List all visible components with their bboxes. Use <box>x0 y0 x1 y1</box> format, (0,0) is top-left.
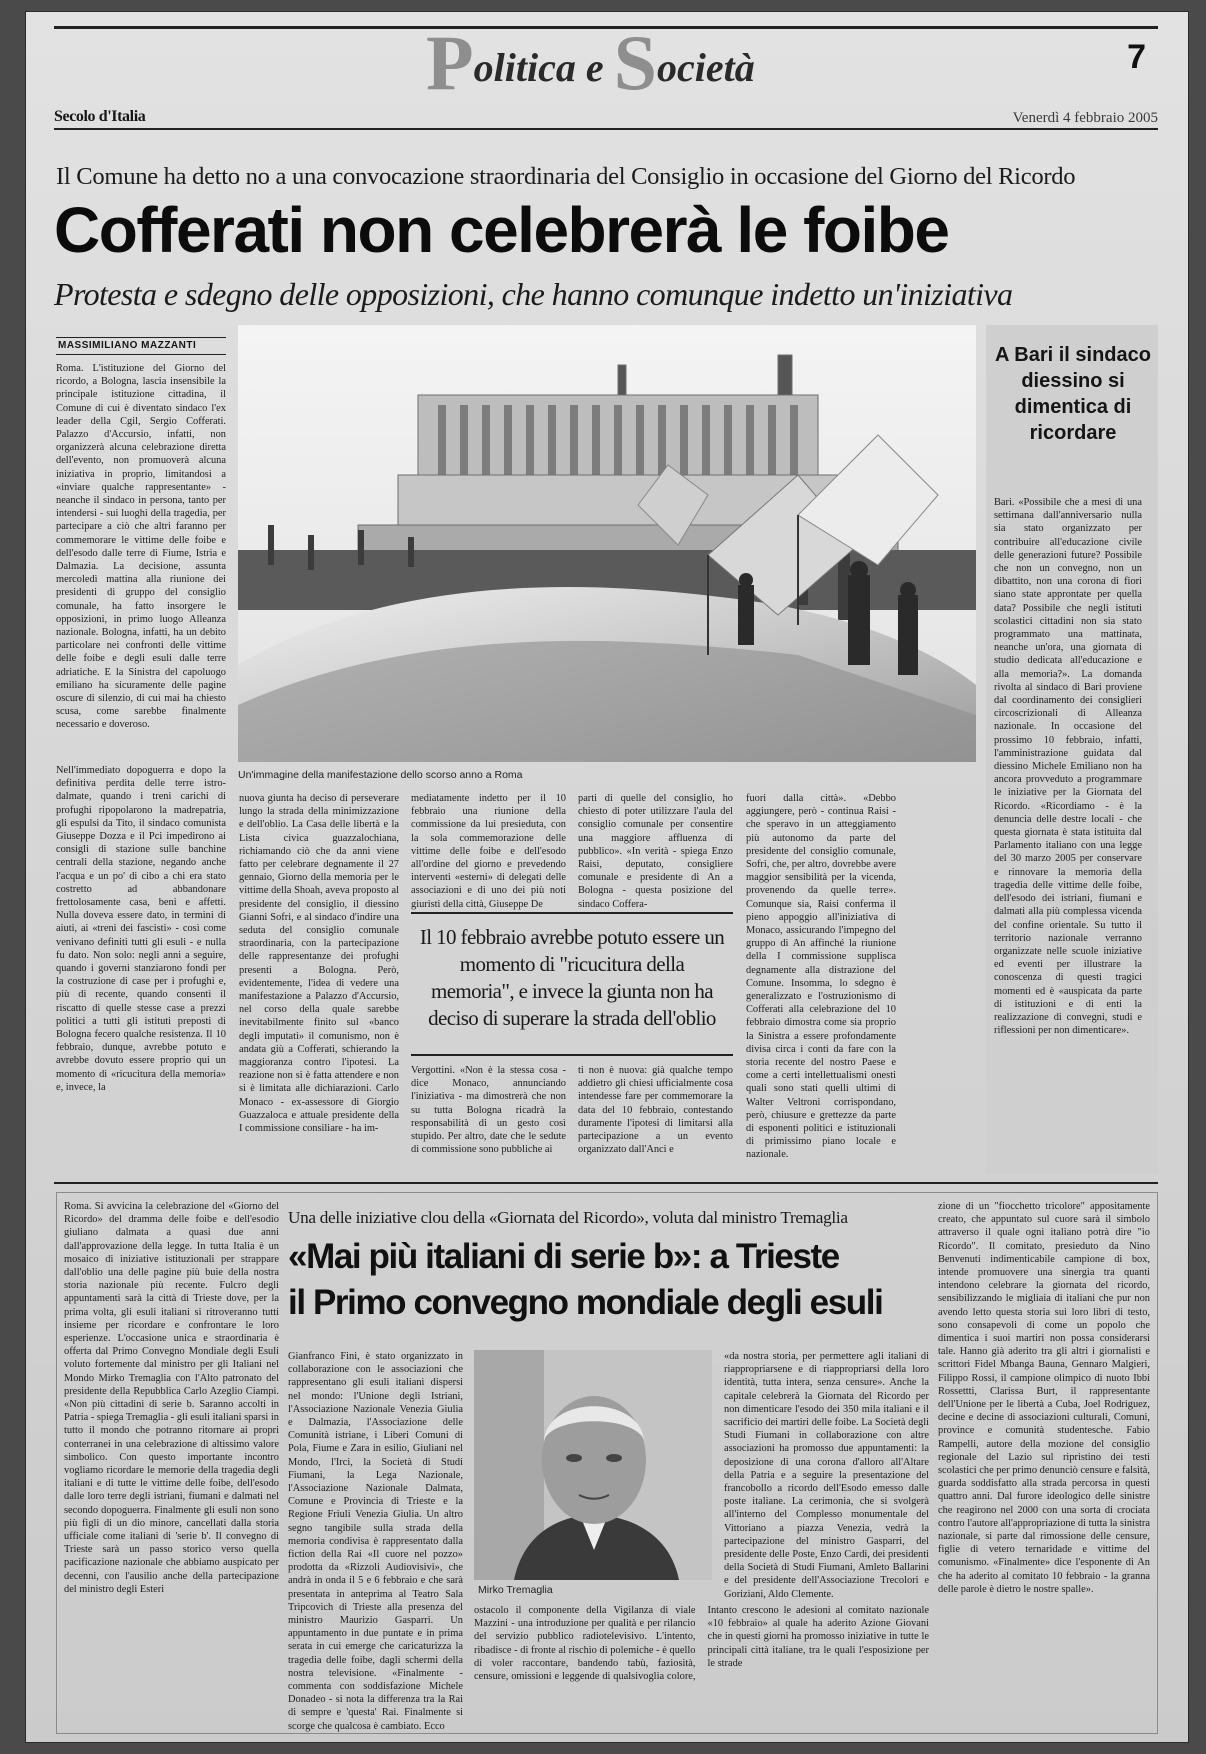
main-subheadline: Protesta e sdegno delle opposizioni, che hanno comunque indetto un'iniziativa <box>54 276 1013 312</box>
section-title-word-societa: ocietà <box>657 45 755 90</box>
second-article-col4: zione di un "fiocchetto tricolore" appositamente creato, che appuntato sul cuore sarà il simbolo attraverso il quale ogni italiano potrà dire "io Ricordo". Il comitato, presieduto da Nino Benvenuti indimenticabile campione di box, intende promuovere una sinergia tra quanti intendono celebrare la giornata del ricordo, sensibilizzando le migliaia di italiani che pur non avendo letto questa storia sui loro libri di testo, sono consapevoli di come un popolo che dimentica i suoi martiri non possa considerarsi tale. Hanno già aderito tra gli altri i giornalisti e scrittori Fidel Mbanga Bauna, Gennaro Malgieri, Filippo Rossi, il campione olimpico di nuoto Ibbi Rossettti, Clarissa Burt, il rappresentante dell'Unione per le libertà a Cuba, Joel Rodriguez, decine e decine di associazioni culturali, Comuni, province e comunità studentesche. Fabio Rampelli, autore della mozione del consiglio regionale del Lazio sul ripristino dei testi scolastici che per primo denunciò censure e falsità, guarda soddisfatto alla strada percorsa in questi quattro anni. Dal furore ideologico delle sinistre che reagirono nel 2000 con una sorta di crociata contro l'autore all'appropriazione di tutta la sinistra nazionale, si parte dal rimossione delle censure, figlie di vetero ternaridade e vittime del comunismo. «Finalmente» dice l'esponente di An che ha aderito al comitato 10 febbraio - la granna delle parole è dietro le nostre spalle». <box>938 1201 1150 1595</box>
second-article-col2: Gianfranco Fini, è stato organizzato in collaborazione con le associazioni che rappresentano gli esuli italiani dispersi nel mondo: l'Unione degli Istriani, l'Associazione Nazionale Venezia Giulia e Dalmazia, l'Associazione delle Comunità istriane, i Liberi Comuni di Pola, Fiume e Zara in esilio, Giuliani nel Mondo, l'Irci, la Società di Studi Fiumani, la Lega Nazionale, l'Associazione Nazionale Dalmata, Comune e Provincia di Trieste e la Regione Friuli Venezia Giulia. Un altro segno tangibile sulla strada della memoria condivisa è rappresentato dalla fiction della Rai «Il cuore nel pozzo» prodotta da «Rizzoli Audiovisivi», che andrà in onda il 5 e 6 febbraio e che sarà presentata in anteprima al Teatro Sala Tripcovich di Trieste alla presenza del ministro Maurizio Gasparri. Un appuntamento in due puntate e in prima serata in cui emerge che caricaturizza la tragedia delle foibe, dagli schermi della nostra televisione. «Finalmente - commenta con soddisfazione Michele Donadeo - si nota la differenza tra la Rai di sempre e 'questa' Rai. Finalmente si scorge che qualcosa è cambiato. Ecco <box>288 1351 463 1732</box>
second-headline-line1: «Mai più italiani di serie b»: a Trieste <box>288 1237 839 1276</box>
main-article-col3-bottom: Vergottini. «Non è la stessa cosa - dice Monaco, annunciando l'iniziativa - ma dimostrerà che non su tutta Bologna ricadrà la responsabilità di un gesto così stupido. Per altro, date che le sedute di commissione sono pubbliche ai <box>411 1065 566 1156</box>
pullquote: Il 10 febbraio avrebbe potuto essere un momento di "ricucitura della memoria", e invece la giunta non ha deciso di superare la strada dell'oblio <box>419 925 725 1030</box>
main-article-col3-top: mediatamente indetto per il 10 febbraio una riunione della commissione da lui presieduta, con la sola commemorazione delle vittime delle foibe e dell'esodo all'ordine del giorno e prevedendo interventi «esterni» di delegati delle associazioni e di uno dei più noti giuristi della città, Giuseppe De <box>411 793 566 910</box>
sidebar-headline: A Bari il sindaco diessino si dimentica di ricordare <box>995 344 1151 444</box>
section-title-word-politica: olitica e <box>473 45 614 90</box>
newspaper-name: Secolo d'Italia <box>54 108 146 125</box>
second-kicker: Una delle iniziative clou della «Giornata del Ricordo», voluta dal ministro Tremaglia <box>288 1208 848 1227</box>
sidebar-body: Bari. «Possibile che a mesi di una settimana dall'anniversario nulla sia stato organizzato per contribuire all'educazione civile delle generazioni future? Possibile che non un convegno, non un dibattito, non una corona di fiori siano state approntate per quella data? Possibile che negli istituti scolastici cittadini non sia stato programmato una mattinata, neanche un'ora, una giornata di studio dedicata all'educazione e alla memoria?». La domanda rivolta al sindaco di Bari proviene dal coordinamento dei consiglieri circoscrizionali di Alleanza nazionale. In occasione del prossimo 10 febbraio, infatti, l'amministrazione guidata dal diessino Michele Emiliano non ha ancora provveduto a programmare le iniziative per la Giornata del Ricordo. «Ricordiamo - è la denuncia delle destre locali - che questa giornata è stata istituita dal Parlamento italiano con una legge del 30 marzo 2005 per conservare e rinnovare la memoria della tragedia delle vittime delle foibe, dell'esodo dei istriani, fiumani e dalmati alla più complessa vicenda del confine orientale. Su tutto il territorio nazionale verranno organizzate nelle scuole iniziative ed eventi per illustrare la conoscenza di questi tragici momenti ed è «auspicata da parte di istituzioni e di enti la realizzazione di convegni, studi e riflessioni per non dimenticare». <box>994 497 1142 1037</box>
section-title <box>426 19 826 106</box>
main-article-col2: nuova giunta ha deciso di perseverare lungo la strada della minimizzazione e dell'oblio. La Casa delle libertà e la Lista civica guazzalochiana, richiamando ciò che da anni viene fatto per celebrare degnamente il 27 gennaio, Giorno della memoria per le vittime della Shoah, aveva proposto al presidente del consiglio, il diessino Gianni Sofri, e al sindaco d'indire una seduta del consiglio comunale straordinaria, con la partecipazione delle rappresentanze dei profughi presenti a Bologna. Però, evidentemente, l'idea di vedere una manifestazione a Palazzo d'Accursio, nel corso della quale sarebbe inevitabilmente finito sul «banco degli imputati» il comunismo, non è andata giù a Cofferati, schierando la maggioranza contro l'ipotesi. La reazione non si è fatta attendere e non si è limitata alle dichiarazioni. Carlo Monaco - ex-assessore di Giorgio Guazzaloca e attuale presidente della I commissione consiliare - ha im- <box>239 793 399 1135</box>
second-article-col1: Roma. Si avvicina la celebrazione del «Giorno del Ricordo» del dramma delle foibe e dell'esodio giuliano dalmata a quasi due anni dall'approvazione della legge. In tutta Italia è un mosaico di iniziative istituzionali per strappare dall'oblio una delle pagine più buie della nostra storia nazionale più recente. Fulcro degli appuntamenti sarà la città di Trieste dove, per la prima volta, gli esuli italiani si ritroveranno tutti insieme per ricordare e confrontare le loro esperienze. L'occasione unica e straordinaria è offerta dal Primo Convegno Mondiale degli Esuli voluto fortemente dal ministro per gli Italiani nel Mondo Mirko Tremaglia con l'Alto patronato del presidente della Repubblica Carlo Azeglio Ciampi. «Non più cittadini di serie b. Saranno accolti in Patria - spiega Tremaglia - gli esuli italiani sparsi in tutto il mondo che potranno ritornare ai propri conterranei in una celebrazione di altissimo valore simbolico. Con questo importante incontro vogliamo ricordare le memorie della tragedia degli italiani e di tutte le vittime delle foibe, dell'esodo dalle loro terre degli istriani, fiumani e dalmati nel secondo dopoguerra. Finalmente gli esuli non sono più figli di un dio minore, cancellati dalla storia ufficiale come italiani di 'serie b'. Il convegno di Trieste sarà un passo storico verso quella pacificazione nazionale che abbiamo auspicato per decenni, con l'ausilio anche della partecipazione del ministro degli Esteri <box>64 1201 279 1595</box>
main-kicker: Il Comune ha detto no a una convocazione straordinaria del Consiglio in occasione del Giorno del Ricordo <box>56 163 1076 190</box>
byline-bottom-rule <box>56 354 226 355</box>
byline: MASSIMILIANO MAZZANTI <box>58 340 197 351</box>
second-article-col3-top: «da nostra storia, per permettere agli italiani di riappropriarsene e di riappropriarsi della loro identità, tutta intera, senza censure». Anche la capitale celebrerà la Giornata del Ricordo per non dimenticare l'esodo dei 350 mila italiani e il sacrificio dei martiri delle foibe. La Società degli Studi Fiumani in collaborazione con altre associazioni ha promosso due appuntamenti: la deposizione di una corona d'alloro all'Altare della Patria e a seguire la presentazione del francobollo a ricordo dell'Esodo emesso dalle poste italiane. La cerimonia, che si svolgerà all'interno del Complesso monumentale del Vittoriano a piazza Venezia, vedrà la partecipazione del ministro Gasparri, del presidente delle Poste, Enzo Cardi, dei presidenti della Società di Studi Fiumani, Amleto Ballarini e del presidente dell'Associazione Trecolori e Goriziani, Aldo Clemente. <box>724 1351 929 1600</box>
mirko-tremaglia-portrait <box>474 1350 712 1580</box>
page-number: 7 <box>1127 38 1146 76</box>
main-article-col1-bottom: Nell'immediato dopoguerra e dopo la definitiva perdita delle terre istro-dalmate, quando i treni carichi di profughi ripopolarono la madrepatria, gli espulsi da Tito, il sindaco comunista Giuseppe Dozza e il Pci impedirono ai consigli di stazione sulle banchine centrali della stazione, negando anche l'acqua e un po' di cibo a chi era stato costretto ad abbandonare frettolosamente casa, beni e affetti. Nulla doveva essere dato, in termini di aiuti, ai «treni dei fascisti» - così come venivano definiti tutti gli esuli - e nulla fu dato. Non solo: negli anni a seguire, quando i governi stanziarono fondi per la costruzione di case per i profughi e, più di recente, quando consentì il riscatto di quelle stesse case a prezzi politici a tutti gli istituti preposti di Bologna fecero qualche resistenza. Il 10 febbraio, dunque, avrebbe potuto e avrebbe dovuto essere proprio qui un momento di «ricucitura della memoria» e, invece, la <box>56 765 226 1093</box>
pullquote-top-rule <box>411 912 733 914</box>
main-article-col4-bottom: ti non è nuova: già qualche tempo addietro gli chiesi ufficialmente cosa intendesse fare per commemorare la data del 10 febbraio, contestando duramente l'ipotesi di limitarsi alla partecipazione a un evento organizzato dall'Anci e <box>578 1065 733 1156</box>
main-photo-caption: Un'immagine della manifestazione dello scorso anno a Roma <box>238 769 523 781</box>
second-article-col3-bottom: ostacolo il componente della Vigilanza di viale Mazzini - una introduzione per qualità e per rilancio del servizio pubblico radiotelevisivo. L'intento, ribadisce - di fronte al rischio di polemiche - è quello di voler raccontare, bandendo tabù, faziosità, censure, omissioni e leggende di qualsivoglia colore, Intanto crescono le adesioni al comitato nazionale «10 febbraio» al quale ha aderito Azione Giovani che in questi giorni ha promosso iniziative in tutte le principali città italiane, tra le quali l'esposizione per le strade <box>474 1605 929 1683</box>
main-article-col5: fuori dalla città». «Debbo aggiungere, però - continua Raisi - che speravo in un atteggiamento più autonomo da parte del presidente del consiglio comunale, Sofri, che, per altro, dovrebbe avere maggior sensibilità per la vicenda, provenendo da quelle terre». Comunque sia, Raisi conferma il pieno appoggio all'iniziativa di Monaco, assicurando l'impegno del gruppo di An affinché la riunione della I commissione supplisca degnamente alla distrazione del Comune. Insomma, lo sdegno è generalizzato e l'ostruzionismo di Cofferati alla celebrazione del 10 febbraio dimostra come sia proprio la Sinistra a essere profondamente divisa circa i conti da fare con la storia recente del nostro Paese e come a certi intellettualismi onesti quali sono stati quelli ultimi di Walter Veltroni corrispondano, però, chiusure e grettezze da parte di esponenti politici e istituzionali di primissimo piano locale e nazionale. <box>746 793 896 1161</box>
main-article-col1-top: Roma. L'istituzione del Giorno del ricordo, a Bologna, lascia insensibile la principale istituzione cittadina, il Comune di cui è diventato sindaco l'ex leader della Cgil, Sergio Cofferati. Palazzo d'Accursio, infatti, non organizzerà alcuna celebrazione diretta dell'evento, non promuoverà alcuna iniziativa in proprio, limitandosi a «inviare qualche rappresentante» - neanche il sindaco in persona, tanto per intendersi - sui luoghi della tragedia, per partecipare a ciò che altri faranno per commemorare le vittime delle foibe e dell'esodo dalle terre di Fiume, Istria e Dalmazia. La decisione, assunta mercoledì mattina alla riunione dei presidenti di gruppo del consiglio comunale, ha fatto insorgere le opposizioni, in primo luogo Alleanza nazionale. Bologna, infatti, ha un debito particolare nei confronti delle vittime delle foibe e degli esuli dalle terre adriatiche. E la Sinistra del capoluogo emiliano ha sicuramente delle pagine oscure di silenzio, di cui mai ha chiesto scusa, come sarebbe finalmente necessario e doveroso. <box>56 363 226 731</box>
main-headline: Cofferati non celebrerà le foibe <box>54 194 949 266</box>
portrait-photo <box>474 1350 712 1580</box>
vittoriano-demonstration-photo <box>238 325 976 762</box>
main-article-col4-top: parti di quelle del consiglio, ho chiesto di poter utilizzare l'aula del consiglio comunale per consentire una maggiore affluenza di pubblico». «In verità - spiega Enzo Raisi, deputato, consigliere comunale e presidente di An a Bologna - questa posizione del sindaco Coffera- <box>578 793 733 910</box>
section-title-initial-p: P <box>426 19 474 106</box>
newspaper-page <box>26 12 1188 1742</box>
section-title-initial-s: S <box>613 19 658 106</box>
main-photo <box>238 325 976 762</box>
second-headline-line2: il Primo convegno mondiale degli esuli <box>288 1283 883 1322</box>
portrait-caption: Mirko Tremaglia <box>478 1584 553 1596</box>
byline-top-rule <box>56 337 226 338</box>
issue-date: Venerdì 4 febbraio 2005 <box>1012 110 1158 126</box>
masthead-bottom-rule <box>54 128 1158 130</box>
pullquote-bottom-rule <box>411 1054 733 1056</box>
articles-divider <box>54 1182 1158 1184</box>
